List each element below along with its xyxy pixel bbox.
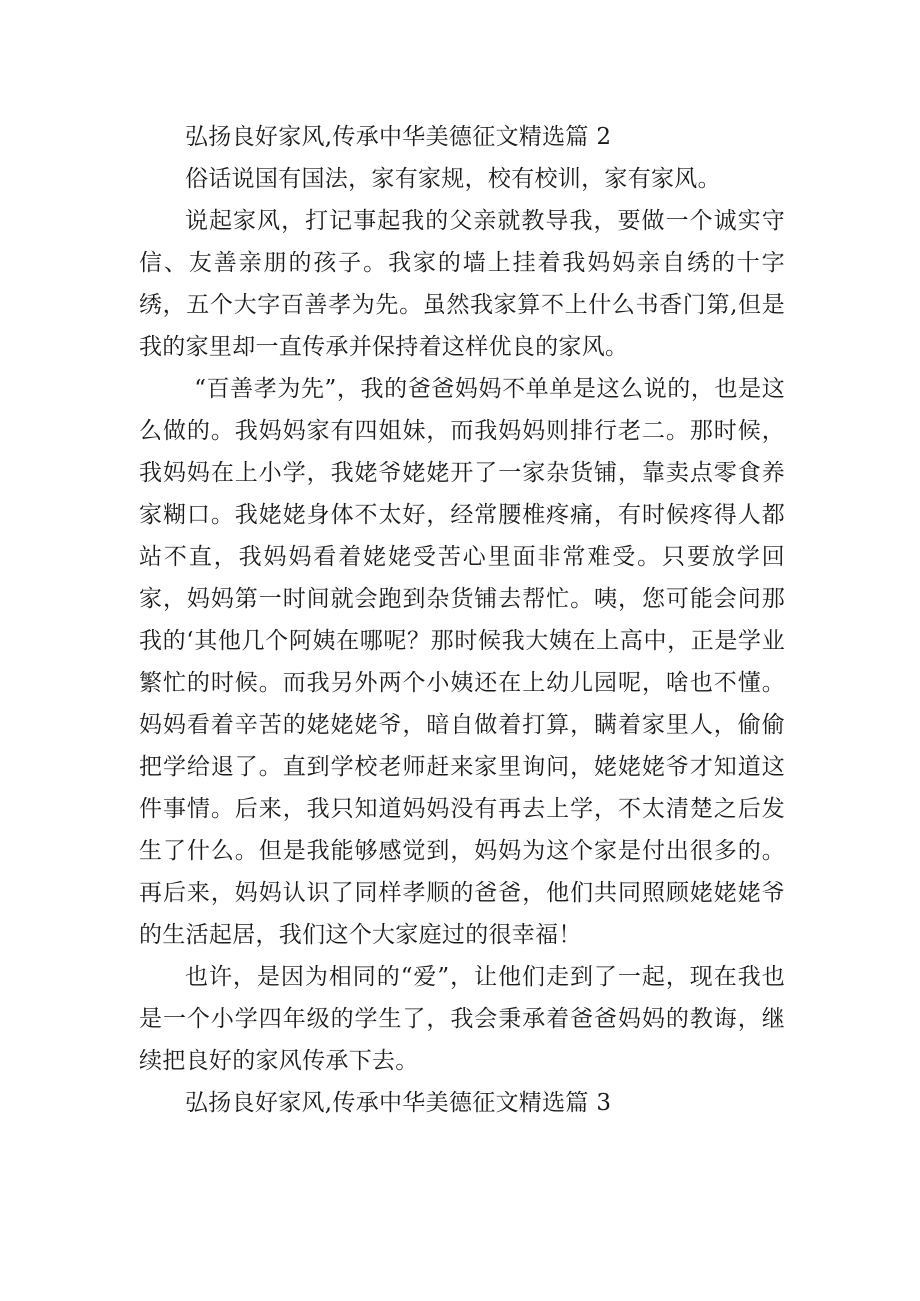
section-heading-3: 弘扬良好家风,传承中华美德征文精选篇 3 bbox=[185, 1090, 612, 1116]
paragraph-conclusion: 也许，是因为相同的“爱”，让他们走到了一起，现在我也是一个小学四年级的学生了，我会秉承着爸爸妈妈的教诲，继续把良好的家风传承下去。 bbox=[139, 964, 785, 1074]
paragraph-proverb: 俗话说国有国法，家有家规，校有校训，家有家风。 bbox=[185, 166, 721, 192]
paragraph-family-style: 说起家风，打记事起我的父亲就教导我，要做一个诚实守信、友善亲朋的孩子。我家的墙上挂着我妈妈亲自绣的十字绣，五个大字百善孝为先。虽然我家算不上什么书香门第,但是我的家里却一直传承并保持着这样优良的家风。 bbox=[139, 208, 785, 360]
section-heading-2: 弘扬良好家风,传承中华美德征文精选篇 2 bbox=[185, 124, 612, 150]
essay-text bbox=[139, 116, 785, 1124]
paragraph-filial-piety-story: “百善孝为先”，我的爸爸妈妈不单单是这么说的，也是这么做的。我妈妈家有四姐妹，而我妈妈则排行老二。那时候，我妈妈在上小学，我姥爷姥姥开了一家杂货铺，靠卖点零食养家糊口。我姥姥身体不太好，经常腰椎疼痛，有时候疼得人都站不直，我妈妈看着姥姥受苦心里面非常难受。只要放学回家，妈妈第一时间就会跑到杂货铺去帮忙。咦，您可能会问那我的‘其他几个阿姨在哪呢？那时候我大姨在上高中，正是学业繁忙的时候。而我另外两个小姨还在上幼儿园呢，啥也不懂。妈妈看着辛苦的姥姥姥爷，暗自做着打算，瞒着家里人，偷偷把学给退了。直到学校老师赶来家里询问，姥姥姥爷才知道这件事情。后来，我只知道妈妈没有再去上学，不太清楚之后发生了什么。但是我能够感觉到，妈妈为这个家是付出很多的。再后来，妈妈认识了同样孝顺的爸爸，他们共同照顾姥姥姥爷的生活起居，我们这个大家庭过的很幸福！ bbox=[139, 376, 785, 948]
